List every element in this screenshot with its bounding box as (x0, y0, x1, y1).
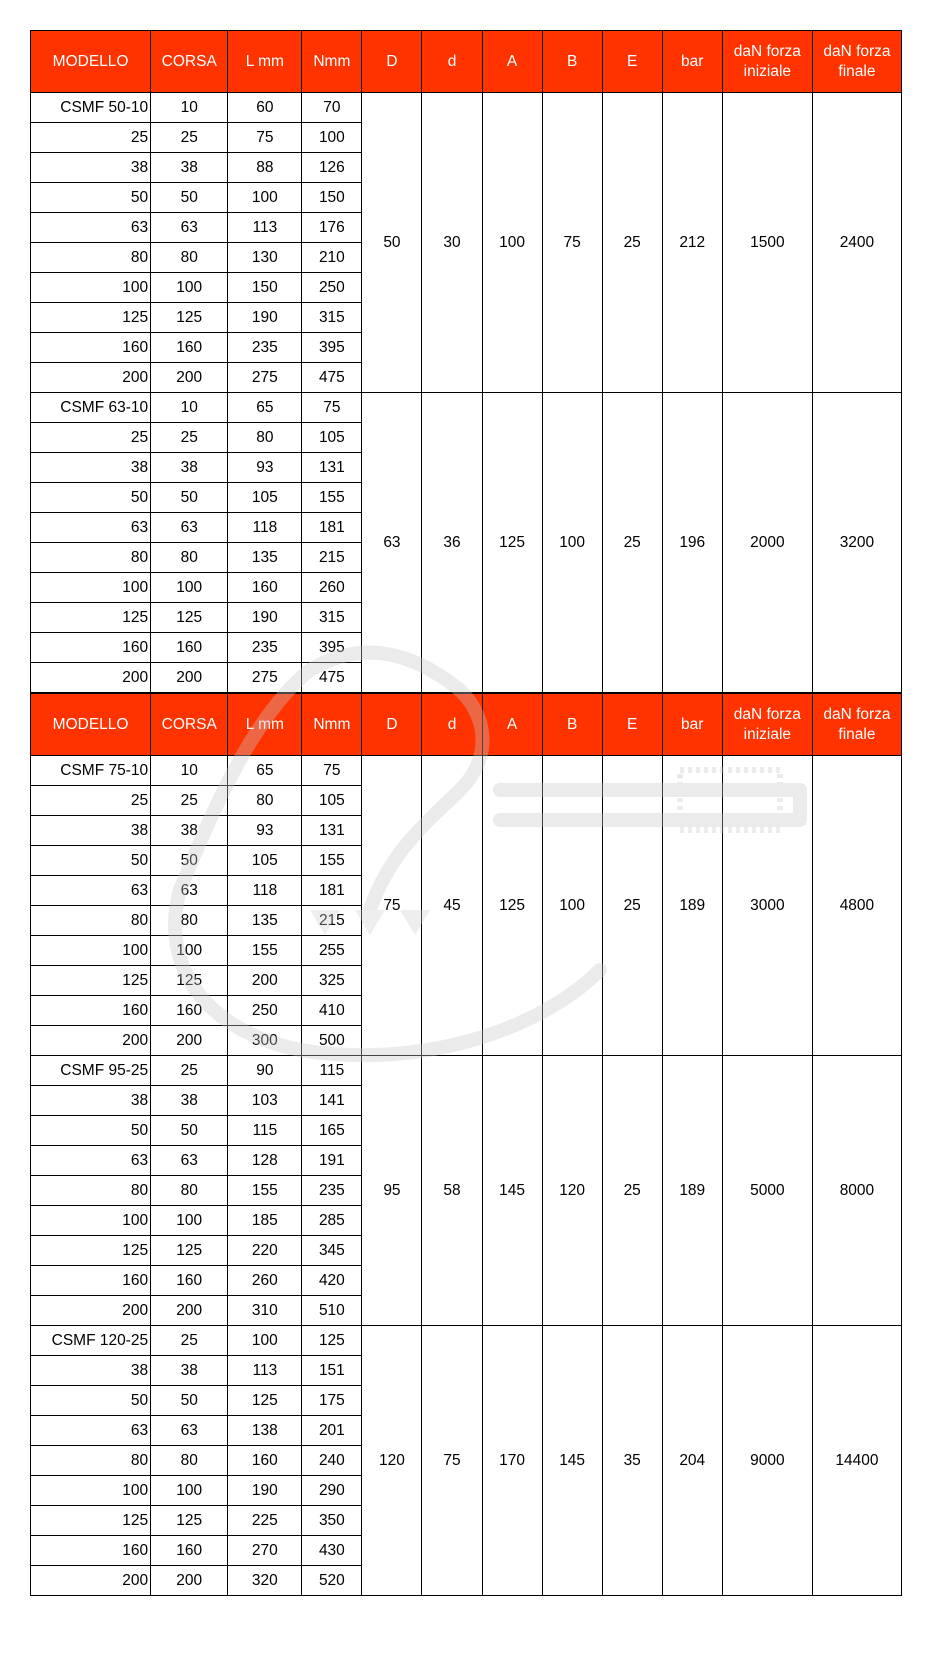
length-cell: 115 (228, 1116, 302, 1146)
model-cell: 100 (31, 1206, 151, 1236)
column-header: D (362, 31, 422, 93)
length-cell: 190 (228, 303, 302, 333)
spec-cell: 25 (602, 93, 662, 393)
nmm-cell: 155 (302, 846, 362, 876)
column-header: B (542, 694, 602, 756)
model-cell: CSMF 75-10 (31, 756, 151, 786)
model-cell: 80 (31, 906, 151, 936)
spec-cell: 120 (542, 1056, 602, 1326)
stroke-cell: 63 (151, 1416, 228, 1446)
stroke-cell: 160 (151, 333, 228, 363)
nmm-cell: 520 (302, 1566, 362, 1596)
spec-cell: 1500 (722, 93, 812, 393)
stroke-cell: 200 (151, 363, 228, 393)
model-cell: 200 (31, 663, 151, 693)
stroke-cell: 50 (151, 1386, 228, 1416)
spec-cell: 36 (422, 393, 482, 693)
header-row (31, 694, 902, 756)
spec-table (30, 693, 902, 1596)
spec-cell: 75 (422, 1326, 482, 1596)
spec-cell: 125 (482, 393, 542, 693)
column-header: L mm (228, 694, 302, 756)
nmm-cell: 475 (302, 363, 362, 393)
model-cell: 125 (31, 1236, 151, 1266)
nmm-cell: 350 (302, 1506, 362, 1536)
column-header: MODELLO (31, 694, 151, 756)
length-cell: 300 (228, 1026, 302, 1056)
model-cell: 63 (31, 1416, 151, 1446)
stroke-cell: 38 (151, 453, 228, 483)
spec-cell: 4800 (812, 756, 901, 1056)
model-cell: 80 (31, 1446, 151, 1476)
length-cell: 190 (228, 603, 302, 633)
stroke-cell: 160 (151, 996, 228, 1026)
column-header: B (542, 31, 602, 93)
model-cell: 63 (31, 1146, 151, 1176)
model-cell: 100 (31, 573, 151, 603)
spec-cell: 35 (602, 1326, 662, 1596)
nmm-cell: 250 (302, 273, 362, 303)
spec-cell: 8000 (812, 1056, 901, 1326)
spec-table (30, 30, 902, 693)
model-cell: 38 (31, 816, 151, 846)
spec-cell: 50 (362, 93, 422, 393)
table-row (31, 93, 902, 123)
stroke-cell: 100 (151, 273, 228, 303)
model-cell: CSMF 95-25 (31, 1056, 151, 1086)
length-cell: 105 (228, 483, 302, 513)
length-cell: 93 (228, 816, 302, 846)
model-cell: 80 (31, 243, 151, 273)
nmm-cell: 125 (302, 1326, 362, 1356)
stroke-cell: 80 (151, 1446, 228, 1476)
column-header: L mm (228, 31, 302, 93)
model-cell: 160 (31, 1266, 151, 1296)
nmm-cell: 260 (302, 573, 362, 603)
column-header: bar (662, 694, 722, 756)
nmm-cell: 126 (302, 153, 362, 183)
model-cell: 200 (31, 1026, 151, 1056)
length-cell: 200 (228, 966, 302, 996)
spec-cell: 3200 (812, 393, 901, 693)
nmm-cell: 410 (302, 996, 362, 1026)
nmm-cell: 75 (302, 756, 362, 786)
spec-cell: 95 (362, 1056, 422, 1326)
column-header: MODELLO (31, 31, 151, 93)
spec-cell: 196 (662, 393, 722, 693)
spec-cell: 145 (482, 1056, 542, 1326)
nmm-cell: 315 (302, 303, 362, 333)
nmm-cell: 150 (302, 183, 362, 213)
column-header: daN forza iniziale (722, 31, 812, 93)
stroke-cell: 80 (151, 906, 228, 936)
column-header: daN forza iniziale (722, 694, 812, 756)
stroke-cell: 160 (151, 1536, 228, 1566)
nmm-cell: 395 (302, 333, 362, 363)
model-cell: 80 (31, 1176, 151, 1206)
nmm-cell: 141 (302, 1086, 362, 1116)
model-cell: 38 (31, 1086, 151, 1116)
table-row (31, 1326, 902, 1356)
spec-cell: 2400 (812, 93, 901, 393)
table-row (31, 393, 902, 423)
model-cell: 125 (31, 966, 151, 996)
nmm-cell: 175 (302, 1386, 362, 1416)
length-cell: 100 (228, 183, 302, 213)
spec-cell: 100 (542, 756, 602, 1056)
column-header: A (482, 31, 542, 93)
spec-cell: 212 (662, 93, 722, 393)
length-cell: 270 (228, 1536, 302, 1566)
nmm-cell: 131 (302, 816, 362, 846)
nmm-cell: 191 (302, 1146, 362, 1176)
length-cell: 235 (228, 633, 302, 663)
length-cell: 220 (228, 1236, 302, 1266)
length-cell: 113 (228, 1356, 302, 1386)
nmm-cell: 105 (302, 786, 362, 816)
length-cell: 80 (228, 423, 302, 453)
length-cell: 275 (228, 363, 302, 393)
nmm-cell: 240 (302, 1446, 362, 1476)
model-cell: 160 (31, 996, 151, 1026)
column-header: CORSA (151, 694, 228, 756)
nmm-cell: 430 (302, 1536, 362, 1566)
nmm-cell: 235 (302, 1176, 362, 1206)
stroke-cell: 160 (151, 1266, 228, 1296)
nmm-cell: 165 (302, 1116, 362, 1146)
nmm-cell: 105 (302, 423, 362, 453)
model-cell: 125 (31, 303, 151, 333)
nmm-cell: 345 (302, 1236, 362, 1266)
length-cell: 128 (228, 1146, 302, 1176)
nmm-cell: 131 (302, 453, 362, 483)
stroke-cell: 50 (151, 1116, 228, 1146)
length-cell: 138 (228, 1416, 302, 1446)
spec-cell: 58 (422, 1056, 482, 1326)
length-cell: 275 (228, 663, 302, 693)
model-cell: 50 (31, 483, 151, 513)
spec-cell: 14400 (812, 1326, 901, 1596)
model-cell: 50 (31, 846, 151, 876)
nmm-cell: 510 (302, 1296, 362, 1326)
spec-cell: 45 (422, 756, 482, 1056)
model-cell: 38 (31, 1356, 151, 1386)
length-cell: 250 (228, 996, 302, 1026)
spec-cell: 2000 (722, 393, 812, 693)
model-cell: 125 (31, 603, 151, 633)
stroke-cell: 25 (151, 786, 228, 816)
length-cell: 60 (228, 93, 302, 123)
stroke-cell: 200 (151, 1566, 228, 1596)
model-cell: CSMF 63-10 (31, 393, 151, 423)
spec-cell: 189 (662, 756, 722, 1056)
model-cell: CSMF 120-25 (31, 1326, 151, 1356)
stroke-cell: 125 (151, 303, 228, 333)
length-cell: 225 (228, 1506, 302, 1536)
model-cell: 100 (31, 1476, 151, 1506)
nmm-cell: 290 (302, 1476, 362, 1506)
stroke-cell: 10 (151, 393, 228, 423)
nmm-cell: 115 (302, 1056, 362, 1086)
spec-cell: 5000 (722, 1056, 812, 1326)
spec-cell: 30 (422, 93, 482, 393)
stroke-cell: 38 (151, 1086, 228, 1116)
length-cell: 310 (228, 1296, 302, 1326)
stroke-cell: 25 (151, 423, 228, 453)
model-cell: 100 (31, 936, 151, 966)
column-header: E (602, 31, 662, 93)
column-header: d (422, 694, 482, 756)
length-cell: 155 (228, 1176, 302, 1206)
length-cell: 185 (228, 1206, 302, 1236)
stroke-cell: 200 (151, 1026, 228, 1056)
spec-cell: 170 (482, 1326, 542, 1596)
nmm-cell: 325 (302, 966, 362, 996)
model-cell: 80 (31, 543, 151, 573)
column-header: Nmm (302, 694, 362, 756)
model-cell: 200 (31, 363, 151, 393)
stroke-cell: 160 (151, 633, 228, 663)
spec-cell: 120 (362, 1326, 422, 1596)
spec-cell: 25 (602, 1056, 662, 1326)
length-cell: 100 (228, 1326, 302, 1356)
length-cell: 80 (228, 786, 302, 816)
column-header: daN forza finale (812, 694, 901, 756)
length-cell: 190 (228, 1476, 302, 1506)
stroke-cell: 10 (151, 93, 228, 123)
nmm-cell: 475 (302, 663, 362, 693)
stroke-cell: 25 (151, 123, 228, 153)
spec-cell: 204 (662, 1326, 722, 1596)
nmm-cell: 100 (302, 123, 362, 153)
nmm-cell: 201 (302, 1416, 362, 1446)
model-cell: CSMF 50-10 (31, 93, 151, 123)
model-cell: 50 (31, 1386, 151, 1416)
stroke-cell: 125 (151, 1506, 228, 1536)
stroke-cell: 80 (151, 1176, 228, 1206)
stroke-cell: 50 (151, 483, 228, 513)
nmm-cell: 500 (302, 1026, 362, 1056)
stroke-cell: 200 (151, 1296, 228, 1326)
stroke-cell: 38 (151, 153, 228, 183)
nmm-cell: 155 (302, 483, 362, 513)
spec-cell: 125 (482, 756, 542, 1056)
length-cell: 135 (228, 543, 302, 573)
length-cell: 105 (228, 846, 302, 876)
stroke-cell: 100 (151, 1206, 228, 1236)
column-header: daN forza finale (812, 31, 901, 93)
column-header: d (422, 31, 482, 93)
stroke-cell: 100 (151, 936, 228, 966)
spec-cell: 100 (542, 393, 602, 693)
stroke-cell: 38 (151, 816, 228, 846)
nmm-cell: 181 (302, 513, 362, 543)
stroke-cell: 38 (151, 1356, 228, 1386)
nmm-cell: 395 (302, 633, 362, 663)
model-cell: 38 (31, 453, 151, 483)
nmm-cell: 215 (302, 906, 362, 936)
nmm-cell: 285 (302, 1206, 362, 1236)
spec-cell: 3000 (722, 756, 812, 1056)
model-cell: 38 (31, 153, 151, 183)
nmm-cell: 181 (302, 876, 362, 906)
stroke-cell: 63 (151, 213, 228, 243)
column-header: D (362, 694, 422, 756)
column-header: Nmm (302, 31, 362, 93)
nmm-cell: 210 (302, 243, 362, 273)
table-row (31, 756, 902, 786)
model-cell: 160 (31, 633, 151, 663)
length-cell: 160 (228, 1446, 302, 1476)
length-cell: 93 (228, 453, 302, 483)
length-cell: 118 (228, 876, 302, 906)
length-cell: 65 (228, 756, 302, 786)
length-cell: 118 (228, 513, 302, 543)
nmm-cell: 420 (302, 1266, 362, 1296)
length-cell: 88 (228, 153, 302, 183)
model-cell: 25 (31, 123, 151, 153)
length-cell: 160 (228, 573, 302, 603)
length-cell: 103 (228, 1086, 302, 1116)
stroke-cell: 100 (151, 1476, 228, 1506)
nmm-cell: 75 (302, 393, 362, 423)
length-cell: 90 (228, 1056, 302, 1086)
stroke-cell: 200 (151, 663, 228, 693)
stroke-cell: 10 (151, 756, 228, 786)
spec-cell: 25 (602, 393, 662, 693)
nmm-cell: 70 (302, 93, 362, 123)
model-cell: 63 (31, 513, 151, 543)
model-cell: 63 (31, 876, 151, 906)
spec-cell: 100 (482, 93, 542, 393)
spec-cell: 189 (662, 1056, 722, 1326)
model-cell: 100 (31, 273, 151, 303)
column-header: A (482, 694, 542, 756)
length-cell: 320 (228, 1566, 302, 1596)
spec-tables (30, 30, 902, 1596)
model-cell: 50 (31, 1116, 151, 1146)
spec-cell: 75 (542, 93, 602, 393)
nmm-cell: 255 (302, 936, 362, 966)
model-cell: 25 (31, 423, 151, 453)
nmm-cell: 215 (302, 543, 362, 573)
length-cell: 135 (228, 906, 302, 936)
stroke-cell: 50 (151, 183, 228, 213)
nmm-cell: 151 (302, 1356, 362, 1386)
length-cell: 235 (228, 333, 302, 363)
length-cell: 125 (228, 1386, 302, 1416)
length-cell: 113 (228, 213, 302, 243)
length-cell: 150 (228, 273, 302, 303)
stroke-cell: 125 (151, 966, 228, 996)
spec-cell: 25 (602, 756, 662, 1056)
model-cell: 25 (31, 786, 151, 816)
length-cell: 65 (228, 393, 302, 423)
stroke-cell: 125 (151, 1236, 228, 1266)
column-header: bar (662, 31, 722, 93)
stroke-cell: 63 (151, 876, 228, 906)
spec-cell: 63 (362, 393, 422, 693)
stroke-cell: 25 (151, 1326, 228, 1356)
stroke-cell: 100 (151, 573, 228, 603)
model-cell: 200 (31, 1566, 151, 1596)
stroke-cell: 125 (151, 603, 228, 633)
length-cell: 130 (228, 243, 302, 273)
stroke-cell: 50 (151, 846, 228, 876)
spec-cell: 75 (362, 756, 422, 1056)
length-cell: 260 (228, 1266, 302, 1296)
model-cell: 50 (31, 183, 151, 213)
column-header: E (602, 694, 662, 756)
stroke-cell: 63 (151, 1146, 228, 1176)
length-cell: 155 (228, 936, 302, 966)
stroke-cell: 80 (151, 243, 228, 273)
stroke-cell: 80 (151, 543, 228, 573)
nmm-cell: 176 (302, 213, 362, 243)
spec-cell: 145 (542, 1326, 602, 1596)
model-cell: 160 (31, 333, 151, 363)
nmm-cell: 315 (302, 603, 362, 633)
spec-cell: 9000 (722, 1326, 812, 1596)
model-cell: 63 (31, 213, 151, 243)
length-cell: 75 (228, 123, 302, 153)
model-cell: 125 (31, 1506, 151, 1536)
model-cell: 160 (31, 1536, 151, 1566)
stroke-cell: 25 (151, 1056, 228, 1086)
column-header: CORSA (151, 31, 228, 93)
header-row (31, 31, 902, 93)
stroke-cell: 63 (151, 513, 228, 543)
table-row (31, 1056, 902, 1086)
model-cell: 200 (31, 1296, 151, 1326)
